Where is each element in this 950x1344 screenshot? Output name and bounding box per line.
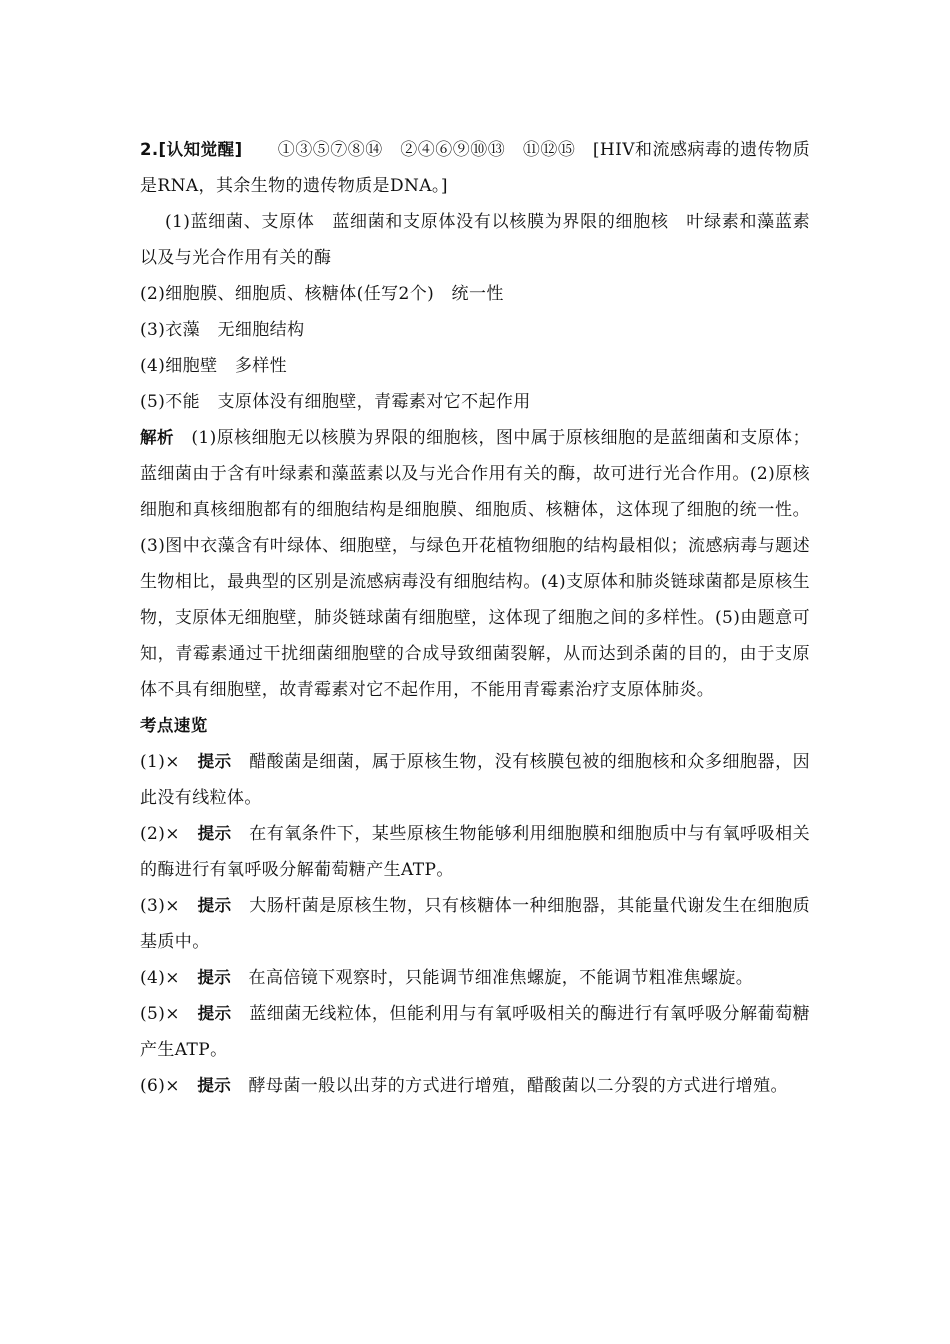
answer-item-1: (1)蓝细菌、支原体 蓝细菌和支原体没有以核膜为界限的细胞核 叶绿素和藻蓝素以及与光合作用有关的酶 bbox=[140, 212, 810, 268]
review-item-1 bbox=[140, 744, 810, 816]
analysis-paragraph bbox=[140, 420, 810, 708]
review-heading: 考点速览 bbox=[140, 716, 208, 735]
review-item-text: 酵母菌一般以出芽的方式进行增殖，醋酸菌以二分裂的方式进行增殖。 bbox=[231, 1076, 788, 1096]
answer-item-5: (5)不能 支原体没有细胞壁，青霉素对它不起作用 bbox=[140, 392, 531, 412]
hint-label: 提示 bbox=[197, 968, 232, 987]
analysis-label: 解析 bbox=[140, 428, 174, 447]
answer-item-3: (3)衣藻 无细胞结构 bbox=[140, 320, 305, 340]
hint-label: 提示 bbox=[197, 1004, 232, 1023]
review-item-number: (5)× bbox=[140, 1004, 180, 1024]
review-item-number: (6)× bbox=[140, 1076, 180, 1096]
answer-item-2: (2)细胞膜、细胞质、核糖体(任写2个) 统一性 bbox=[140, 284, 504, 304]
review-item-number: (2)× bbox=[140, 824, 180, 844]
review-item-5 bbox=[140, 996, 810, 1068]
hint-label: 提示 bbox=[197, 896, 232, 915]
review-item-text: 大肠杆菌是原核生物，只有核糖体一种细胞器，其能量代谢发生在细胞质基质中。 bbox=[140, 896, 810, 952]
review-item-number: (1)× bbox=[140, 752, 180, 772]
review-item-3 bbox=[140, 888, 810, 960]
hint-label: 提示 bbox=[197, 824, 232, 843]
review-item-2 bbox=[140, 816, 810, 888]
review-item-number: (4)× bbox=[140, 968, 180, 988]
answer-2-label: 2.[认知觉醒] bbox=[140, 140, 243, 159]
review-item-text: 蓝细菌无线粒体，但能利用与有氧呼吸相关的酶进行有氧呼吸分解葡萄糖产生ATP。 bbox=[140, 1004, 810, 1060]
analysis-text: (1)原核细胞无以核膜为界限的细胞核，图中属于原核细胞的是蓝细菌和支原体；蓝细菌由于含有叶绿素和藻蓝素以及与光合作用有关的酶，故可进行光合作用。(2)原核细胞和真核细胞都有的细胞结构是细胞膜、细胞质、核糖体，这体现了细胞的统一性。(3)图中衣藻含有叶绿体、细胞壁，与绿色开花植物细胞的结构最相似；流感病毒与题述生物相比，最典型的区别是流感病毒没有细胞结构。(4)支原体和肺炎链球菌都是原核生物，支原体无细胞壁，肺炎链球菌有细胞壁，这体现了细胞之间的多样性。(5)由题意可知，青霉素通过干扰细菌细胞壁的合成导致细菌裂解，从而达到杀菌的目的，由于支原体不具有细胞壁，故青霉素对它不起作用，不能用青霉素治疗支原体肺炎。 bbox=[140, 428, 810, 700]
answer-item-4: (4)细胞壁 多样性 bbox=[140, 356, 288, 376]
answer-2 bbox=[140, 132, 810, 204]
review-item-text: 醋酸菌是细菌，属于原核生物，没有核膜包被的细胞核和众多细胞器，因此没有线粒体。 bbox=[140, 752, 810, 808]
hint-label: 提示 bbox=[197, 752, 232, 771]
review-item-4 bbox=[140, 960, 810, 996]
review-item-text: 在高倍镜下观察时，只能调节细准焦螺旋，不能调节粗准焦螺旋。 bbox=[231, 968, 754, 988]
review-item-text: 在有氧条件下，某些原核生物能够利用细胞膜和细胞质中与有氧呼吸相关的酶进行有氧呼吸分解葡萄糖产生ATP。 bbox=[140, 824, 810, 880]
hint-label: 提示 bbox=[197, 1076, 232, 1095]
answer-content bbox=[140, 132, 810, 1104]
review-item-number: (3)× bbox=[140, 896, 180, 916]
review-item-6 bbox=[140, 1068, 810, 1104]
answer-2-text: ①③⑤⑦⑧⑭ ②④⑥⑨⑩⑬ ⑪⑫⑮ [HIV和流感病毒的遗传物质是RNA，其余生物的遗传物质是DNA。] bbox=[140, 140, 810, 196]
